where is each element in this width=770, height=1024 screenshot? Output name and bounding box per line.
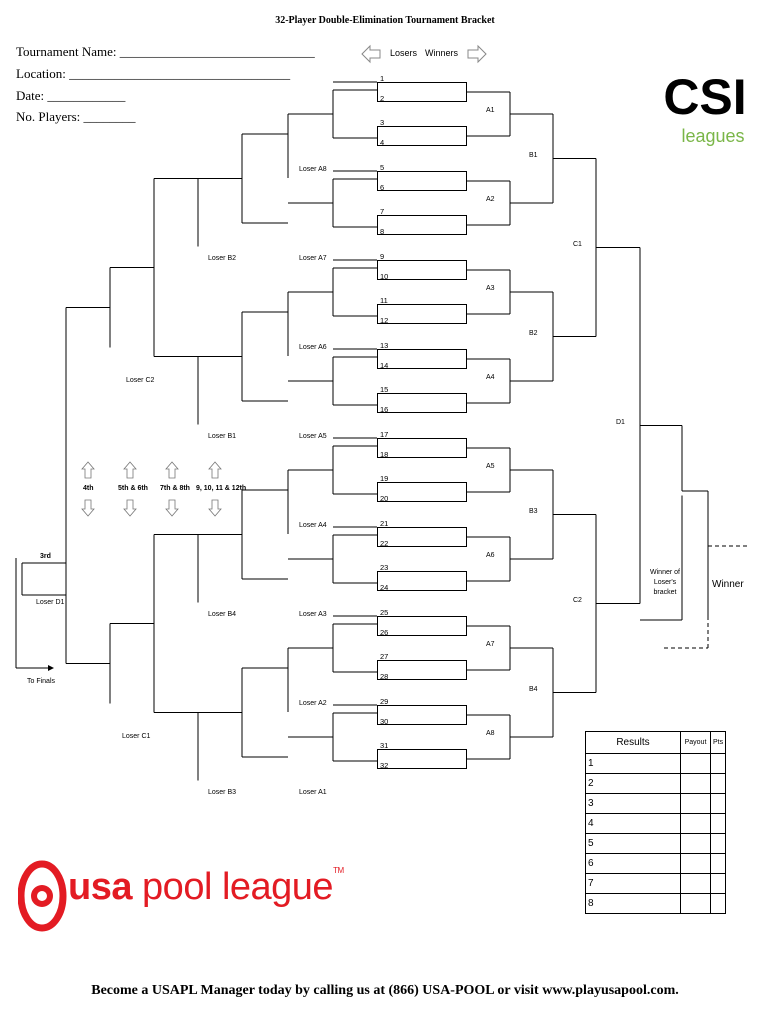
loser-label: Loser B3 — [208, 789, 237, 796]
loser-label: Loser D1 — [36, 599, 65, 606]
location-field[interactable]: Location: __________________________________ — [16, 66, 291, 81]
player-number: 29 — [380, 697, 389, 706]
payout-cell[interactable] — [681, 794, 711, 814]
winners-direction-label: Winners — [425, 48, 459, 58]
player-number: 24 — [380, 583, 389, 592]
player-number: 30 — [380, 717, 389, 726]
player-slot-10[interactable] — [377, 482, 467, 502]
winner-of-losers-line1: Winner of — [650, 569, 680, 576]
winners-label-a2: A2 — [486, 196, 495, 203]
result-rank[interactable]: 2 — [586, 774, 681, 794]
player-number: 19 — [380, 474, 389, 483]
rank-9th-12th: 9, 10, 11 & 12th — [196, 485, 247, 492]
to-finals-label: To Finals — [27, 678, 56, 685]
payout-cell[interactable] — [681, 814, 711, 834]
page-title: 32-Player Double-Elimination Tournament Bracket — [275, 15, 495, 26]
player-slot-8[interactable] — [377, 393, 467, 413]
pts-cell[interactable] — [711, 814, 726, 834]
player-number: 26 — [380, 628, 389, 637]
table-row — [586, 854, 726, 874]
usapl-logo-mark — [18, 856, 72, 936]
player-slot-2[interactable] — [377, 126, 467, 146]
payout-cell[interactable] — [681, 874, 711, 894]
loser-label: Loser A7 — [299, 255, 327, 262]
payout-cell[interactable] — [681, 894, 711, 914]
loser-label: Loser B4 — [208, 611, 237, 618]
winners-label-c2: C2 — [573, 597, 582, 604]
player-number: 12 — [380, 316, 389, 325]
player-number: 31 — [380, 741, 389, 750]
results-table — [585, 731, 726, 914]
winners-label-b1: B1 — [529, 152, 538, 159]
date-field[interactable]: Date: ____________ — [16, 88, 126, 103]
usapl-logo-tm: TM — [333, 866, 344, 875]
player-slot-4[interactable] — [377, 215, 467, 235]
winner-of-losers-line2: Loser's — [653, 579, 677, 586]
result-rank[interactable]: 3 — [586, 794, 681, 814]
loser-label: Loser A5 — [299, 433, 327, 440]
winner-label: Winner — [712, 579, 744, 590]
pts-cell[interactable] — [711, 854, 726, 874]
tournament-name-field[interactable]: Tournament Name: ______________________________ — [16, 44, 315, 59]
loser-label: Loser C2 — [126, 377, 155, 384]
player-number: 28 — [380, 672, 389, 681]
player-slot-7[interactable] — [377, 349, 467, 369]
player-number: 23 — [380, 563, 389, 572]
usapl-logo-text — [68, 866, 344, 909]
loser-label: Loser B1 — [208, 433, 237, 440]
player-slot-16[interactable] — [377, 749, 467, 769]
payout-cell[interactable] — [681, 854, 711, 874]
player-number: 21 — [380, 519, 389, 528]
pts-cell[interactable] — [711, 874, 726, 894]
player-number: 25 — [380, 608, 389, 617]
result-rank[interactable]: 1 — [586, 754, 681, 774]
arrow-down-icon — [124, 500, 136, 516]
usapl-logo-pool: pool league — [142, 866, 334, 908]
third-place-label: 3rd — [40, 553, 51, 560]
player-number: 3 — [380, 118, 385, 127]
pts-cell[interactable] — [711, 894, 726, 914]
loser-label: Loser B2 — [208, 255, 237, 262]
winners-label-b4: B4 — [529, 686, 538, 693]
player-number: 14 — [380, 361, 389, 370]
winners-label-b2: B2 — [529, 330, 538, 337]
winners-label-c1: C1 — [573, 241, 582, 248]
player-number: 8 — [380, 227, 385, 236]
pts-cell[interactable] — [711, 794, 726, 814]
arrow-up-icon — [166, 462, 178, 478]
table-row — [586, 834, 726, 854]
loser-label: Loser A4 — [299, 522, 327, 529]
player-number: 18 — [380, 450, 389, 459]
loser-label: Loser A6 — [299, 344, 327, 351]
payout-cell[interactable] — [681, 774, 711, 794]
result-rank[interactable]: 8 — [586, 894, 681, 914]
arrow-down-icon — [209, 500, 221, 516]
winner-of-losers-line3: bracket — [653, 589, 677, 596]
arrow-down-icon — [166, 500, 178, 516]
table-row — [586, 814, 726, 834]
pts-header: Pts — [711, 732, 726, 754]
rank-7th-8th: 7th & 8th — [160, 485, 190, 492]
table-row — [586, 754, 726, 774]
arrow-up-icon — [124, 462, 136, 478]
table-row — [586, 794, 726, 814]
winners-label-a6: A6 — [486, 552, 495, 559]
player-slot-14[interactable] — [377, 660, 467, 680]
player-slot-13[interactable] — [377, 616, 467, 636]
payout-cell[interactable] — [681, 754, 711, 774]
player-number: 32 — [380, 761, 389, 770]
winners-label-a5: A5 — [486, 463, 495, 470]
winners-label-d1: D1 — [616, 419, 625, 426]
player-slot-6[interactable] — [377, 304, 467, 324]
result-rank[interactable]: 6 — [586, 854, 681, 874]
player-number: 4 — [380, 138, 385, 147]
player-slot-5[interactable] — [377, 260, 467, 280]
arrow-down-icon — [82, 500, 94, 516]
losers-direction-label: Losers — [390, 48, 418, 58]
player-slot-3[interactable] — [377, 171, 467, 191]
player-number: 16 — [380, 405, 389, 414]
loser-label: Loser A8 — [299, 166, 327, 173]
player-number: 9 — [380, 252, 385, 261]
player-number: 2 — [380, 94, 385, 103]
arrow-up-icon — [209, 462, 221, 478]
winners-label-a4: A4 — [486, 374, 495, 381]
loser-label: Loser A2 — [299, 700, 327, 707]
pts-cell[interactable] — [711, 774, 726, 794]
loser-label: Loser C1 — [122, 733, 151, 740]
loser-label: Loser A1 — [299, 789, 327, 796]
player-number: 22 — [380, 539, 389, 548]
player-slot-12[interactable] — [377, 571, 467, 591]
rank-5th-6th: 5th & 6th — [118, 485, 148, 492]
winners-label-b3: B3 — [529, 508, 538, 515]
table-row — [586, 774, 726, 794]
payout-cell[interactable] — [681, 834, 711, 854]
player-number: 5 — [380, 163, 385, 172]
csi-logo-text: CSI — [663, 69, 747, 125]
winners-label-a1: A1 — [486, 107, 495, 114]
rank-4th: 4th — [83, 485, 94, 492]
winners-label-a3: A3 — [486, 285, 495, 292]
player-number: 10 — [380, 272, 389, 281]
loser-label: Loser A3 — [299, 611, 327, 618]
result-rank[interactable]: 4 — [586, 814, 681, 834]
player-number: 13 — [380, 341, 389, 350]
player-number: 1 — [380, 74, 385, 83]
player-number: 17 — [380, 430, 389, 439]
to-finals-arrow-icon — [48, 665, 54, 671]
table-row — [586, 894, 726, 914]
player-number: 6 — [380, 183, 385, 192]
usapl-logo-usa: usa — [68, 866, 132, 908]
arrow-up-icon — [82, 462, 94, 478]
player-number: 11 — [380, 296, 388, 305]
footer-text: Become a USAPL Manager today by calling us at (866) USA-POOL or visit www.playusapool.com. — [91, 983, 679, 998]
winners-label-a7: A7 — [486, 641, 495, 648]
pts-cell[interactable] — [711, 754, 726, 774]
csi-logo-subtext: leagues — [681, 126, 745, 146]
winners-label-a8: A8 — [486, 730, 495, 737]
result-rank[interactable]: 7 — [586, 874, 681, 894]
player-number: 20 — [380, 494, 389, 503]
player-number: 7 — [380, 207, 385, 216]
player-slot-9[interactable] — [377, 438, 467, 458]
player-number: 15 — [380, 385, 389, 394]
results-header: Results — [586, 732, 681, 754]
result-rank[interactable]: 5 — [586, 834, 681, 854]
payout-header: Payout — [681, 732, 711, 754]
players-count-field[interactable]: No. Players: ________ — [16, 109, 136, 124]
player-slot-11[interactable] — [377, 527, 467, 547]
player-slot-1[interactable] — [377, 82, 467, 102]
player-number: 27 — [380, 652, 389, 661]
table-row — [586, 874, 726, 894]
pts-cell[interactable] — [711, 834, 726, 854]
player-slot-15[interactable] — [377, 705, 467, 725]
